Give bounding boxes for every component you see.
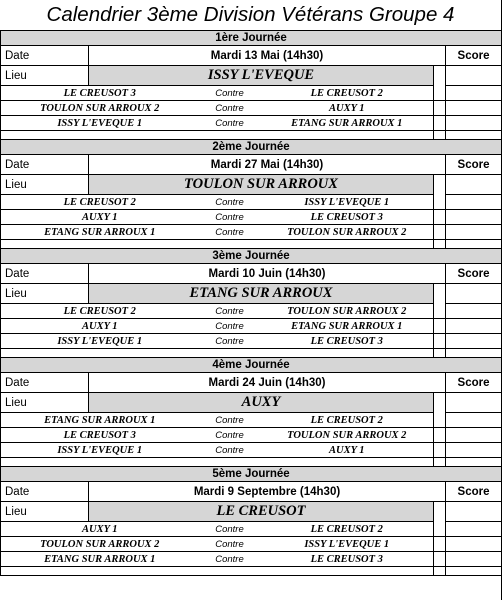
spacer-cell [1,458,434,467]
match-row [1,413,502,428]
venue-gap [434,393,446,413]
score-blank [446,284,502,304]
spacer-score-away [446,240,502,249]
contre-label: Contre [199,195,261,210]
match-row [1,116,502,131]
spacer-score-home [434,458,446,467]
contre-label: Contre [199,116,261,131]
contre-label: Contre [199,552,261,567]
home-team: LE CREUSOT 3 [1,86,199,101]
home-team: LE CREUSOT 2 [1,304,199,319]
score-cell-away[interactable] [446,116,502,131]
score-cell-away[interactable] [446,210,502,225]
calendar-table [0,30,502,576]
score-cell-away[interactable] [446,304,502,319]
spacer-score-home [434,240,446,249]
lieu-row [1,284,502,304]
contre-label: Contre [199,522,261,537]
score-cell-away[interactable] [446,443,502,458]
contre-label: Contre [199,428,261,443]
contre-label: Contre [199,101,261,116]
venue-gap [434,284,446,304]
contre-label: Contre [199,537,261,552]
score-label: Score [446,264,502,284]
score-cell-away[interactable] [446,195,502,210]
score-blank [446,393,502,413]
score-cell-home[interactable] [434,304,446,319]
spacer-score-home [434,349,446,358]
score-cell-away[interactable] [446,428,502,443]
date-row [1,155,502,175]
date-label: Date [1,46,89,66]
score-cell-away[interactable] [446,319,502,334]
score-cell-away[interactable] [446,334,502,349]
journee-header [1,31,502,46]
date-label: Date [1,264,89,284]
away-team: TOULON SUR ARROUX 2 [261,304,434,319]
lieu-label: Lieu [1,66,89,86]
score-label: Score [446,482,502,502]
match-row [1,552,502,567]
score-cell-home[interactable] [434,552,446,567]
spacer-score-away [446,458,502,467]
home-team: ETANG SUR ARROUX 1 [1,413,199,428]
match-row [1,334,502,349]
match-row [1,304,502,319]
spacer-score-home [434,567,446,576]
lieu-row [1,393,502,413]
match-row [1,101,502,116]
away-team: LE CREUSOT 2 [261,86,434,101]
contre-label: Contre [199,334,261,349]
home-team: LE CREUSOT 2 [1,195,199,210]
score-cell-home[interactable] [434,101,446,116]
match-date: Mardi 27 Mai (14h30) [89,155,446,175]
match-row [1,443,502,458]
date-row [1,264,502,284]
away-team: ETANG SUR ARROUX 1 [261,116,434,131]
score-cell-away[interactable] [446,537,502,552]
venue-name: TOULON SUR ARROUX [89,175,434,195]
venue-gap [434,66,446,86]
match-row [1,86,502,101]
score-cell-home[interactable] [434,319,446,334]
home-team: AUXY 1 [1,522,199,537]
journee-spacer [1,240,502,249]
score-cell-home[interactable] [434,522,446,537]
score-cell-home[interactable] [434,225,446,240]
match-row [1,195,502,210]
home-team: ISSY L'EVEQUE 1 [1,334,199,349]
contre-label: Contre [199,304,261,319]
spacer-cell [1,131,434,140]
venue-name: ETANG SUR ARROUX [89,284,434,304]
contre-label: Contre [199,225,261,240]
away-team: AUXY 1 [261,101,434,116]
home-team: LE CREUSOT 3 [1,428,199,443]
journee-header [1,358,502,373]
contre-label: Contre [199,86,261,101]
away-team: LE CREUSOT 3 [261,552,434,567]
journee-header [1,249,502,264]
journee-header [1,140,502,155]
venue-name: ISSY L'EVEQUE [89,66,434,86]
journee-spacer [1,567,502,576]
venue-gap [434,175,446,195]
score-cell-home[interactable] [434,443,446,458]
lieu-label: Lieu [1,393,89,413]
contre-label: Contre [199,413,261,428]
page-title: Calendrier 3ème Division Vétérans Groupe 4 [46,3,455,26]
score-label: Score [446,155,502,175]
home-team: ETANG SUR ARROUX 1 [1,552,199,567]
match-row [1,225,502,240]
contre-label: Contre [199,210,261,225]
spacer-cell [1,567,434,576]
date-row [1,373,502,393]
journee-title: 4ème Journée [1,358,502,373]
away-team: LE CREUSOT 2 [261,413,434,428]
away-team: TOULON SUR ARROUX 2 [261,225,434,240]
date-row [1,46,502,66]
lieu-label: Lieu [1,175,89,195]
match-row [1,319,502,334]
away-team: AUXY 1 [261,443,434,458]
journee-spacer [1,131,502,140]
score-cell-away[interactable] [446,413,502,428]
home-team: ISSY L'EVEQUE 1 [1,116,199,131]
score-cell-home[interactable] [434,334,446,349]
journee-title: 2ème Journée [1,140,502,155]
score-blank [446,66,502,86]
score-blank [446,502,502,522]
score-cell-home[interactable] [434,413,446,428]
journee-spacer [1,458,502,467]
spacer-score-away [446,349,502,358]
home-team: AUXY 1 [1,319,199,334]
score-cell-home[interactable] [434,537,446,552]
score-label: Score [446,373,502,393]
date-label: Date [1,482,89,502]
lieu-row [1,66,502,86]
away-team: ETANG SUR ARROUX 1 [261,319,434,334]
away-team: LE CREUSOT 3 [261,210,434,225]
away-team: ISSY L'EVEQUE 1 [261,195,434,210]
away-team: ISSY L'EVEQUE 1 [261,537,434,552]
score-cell-away[interactable] [446,101,502,116]
venue-name: LE CREUSOT [89,502,434,522]
journee-spacer [1,349,502,358]
match-date: Mardi 13 Mai (14h30) [89,46,446,66]
home-team: AUXY 1 [1,210,199,225]
score-blank [446,175,502,195]
score-cell-home[interactable] [434,195,446,210]
spacer-score-home [434,131,446,140]
contre-label: Contre [199,319,261,334]
match-date: Mardi 9 Septembre (14h30) [89,482,446,502]
score-cell-away[interactable] [446,86,502,101]
home-team: TOULON SUR ARROUX 2 [1,101,199,116]
journee-title: 3ème Journée [1,249,502,264]
score-cell-home[interactable] [434,210,446,225]
score-label: Score [446,46,502,66]
match-row [1,537,502,552]
journee-title: 1ère Journée [1,31,502,46]
away-team: LE CREUSOT 3 [261,334,434,349]
venue-gap [434,502,446,522]
lieu-label: Lieu [1,284,89,304]
date-label: Date [1,373,89,393]
spacer-score-away [446,131,502,140]
away-team: TOULON SUR ARROUX 2 [261,428,434,443]
spacer-cell [1,349,434,358]
date-label: Date [1,155,89,175]
home-team: ISSY L'EVEQUE 1 [1,443,199,458]
match-date: Mardi 24 Juin (14h30) [89,373,446,393]
lieu-label: Lieu [1,502,89,522]
score-cell-away[interactable] [446,552,502,567]
match-row [1,428,502,443]
contre-label: Contre [199,443,261,458]
lieu-row [1,502,502,522]
journee-header [1,467,502,482]
venue-name: AUXY [89,393,434,413]
match-row [1,522,502,537]
match-row [1,210,502,225]
journee-title: 5ème Journée [1,467,502,482]
home-team: TOULON SUR ARROUX 2 [1,537,199,552]
score-cell-home[interactable] [434,428,446,443]
score-cell-away[interactable] [446,522,502,537]
away-team: LE CREUSOT 2 [261,522,434,537]
score-cell-home[interactable] [434,116,446,131]
spacer-cell [1,240,434,249]
score-cell-home[interactable] [434,86,446,101]
home-team: ETANG SUR ARROUX 1 [1,225,199,240]
score-cell-away[interactable] [446,225,502,240]
lieu-row [1,175,502,195]
spacer-score-away [446,567,502,576]
date-row [1,482,502,502]
match-date: Mardi 10 Juin (14h30) [89,264,446,284]
